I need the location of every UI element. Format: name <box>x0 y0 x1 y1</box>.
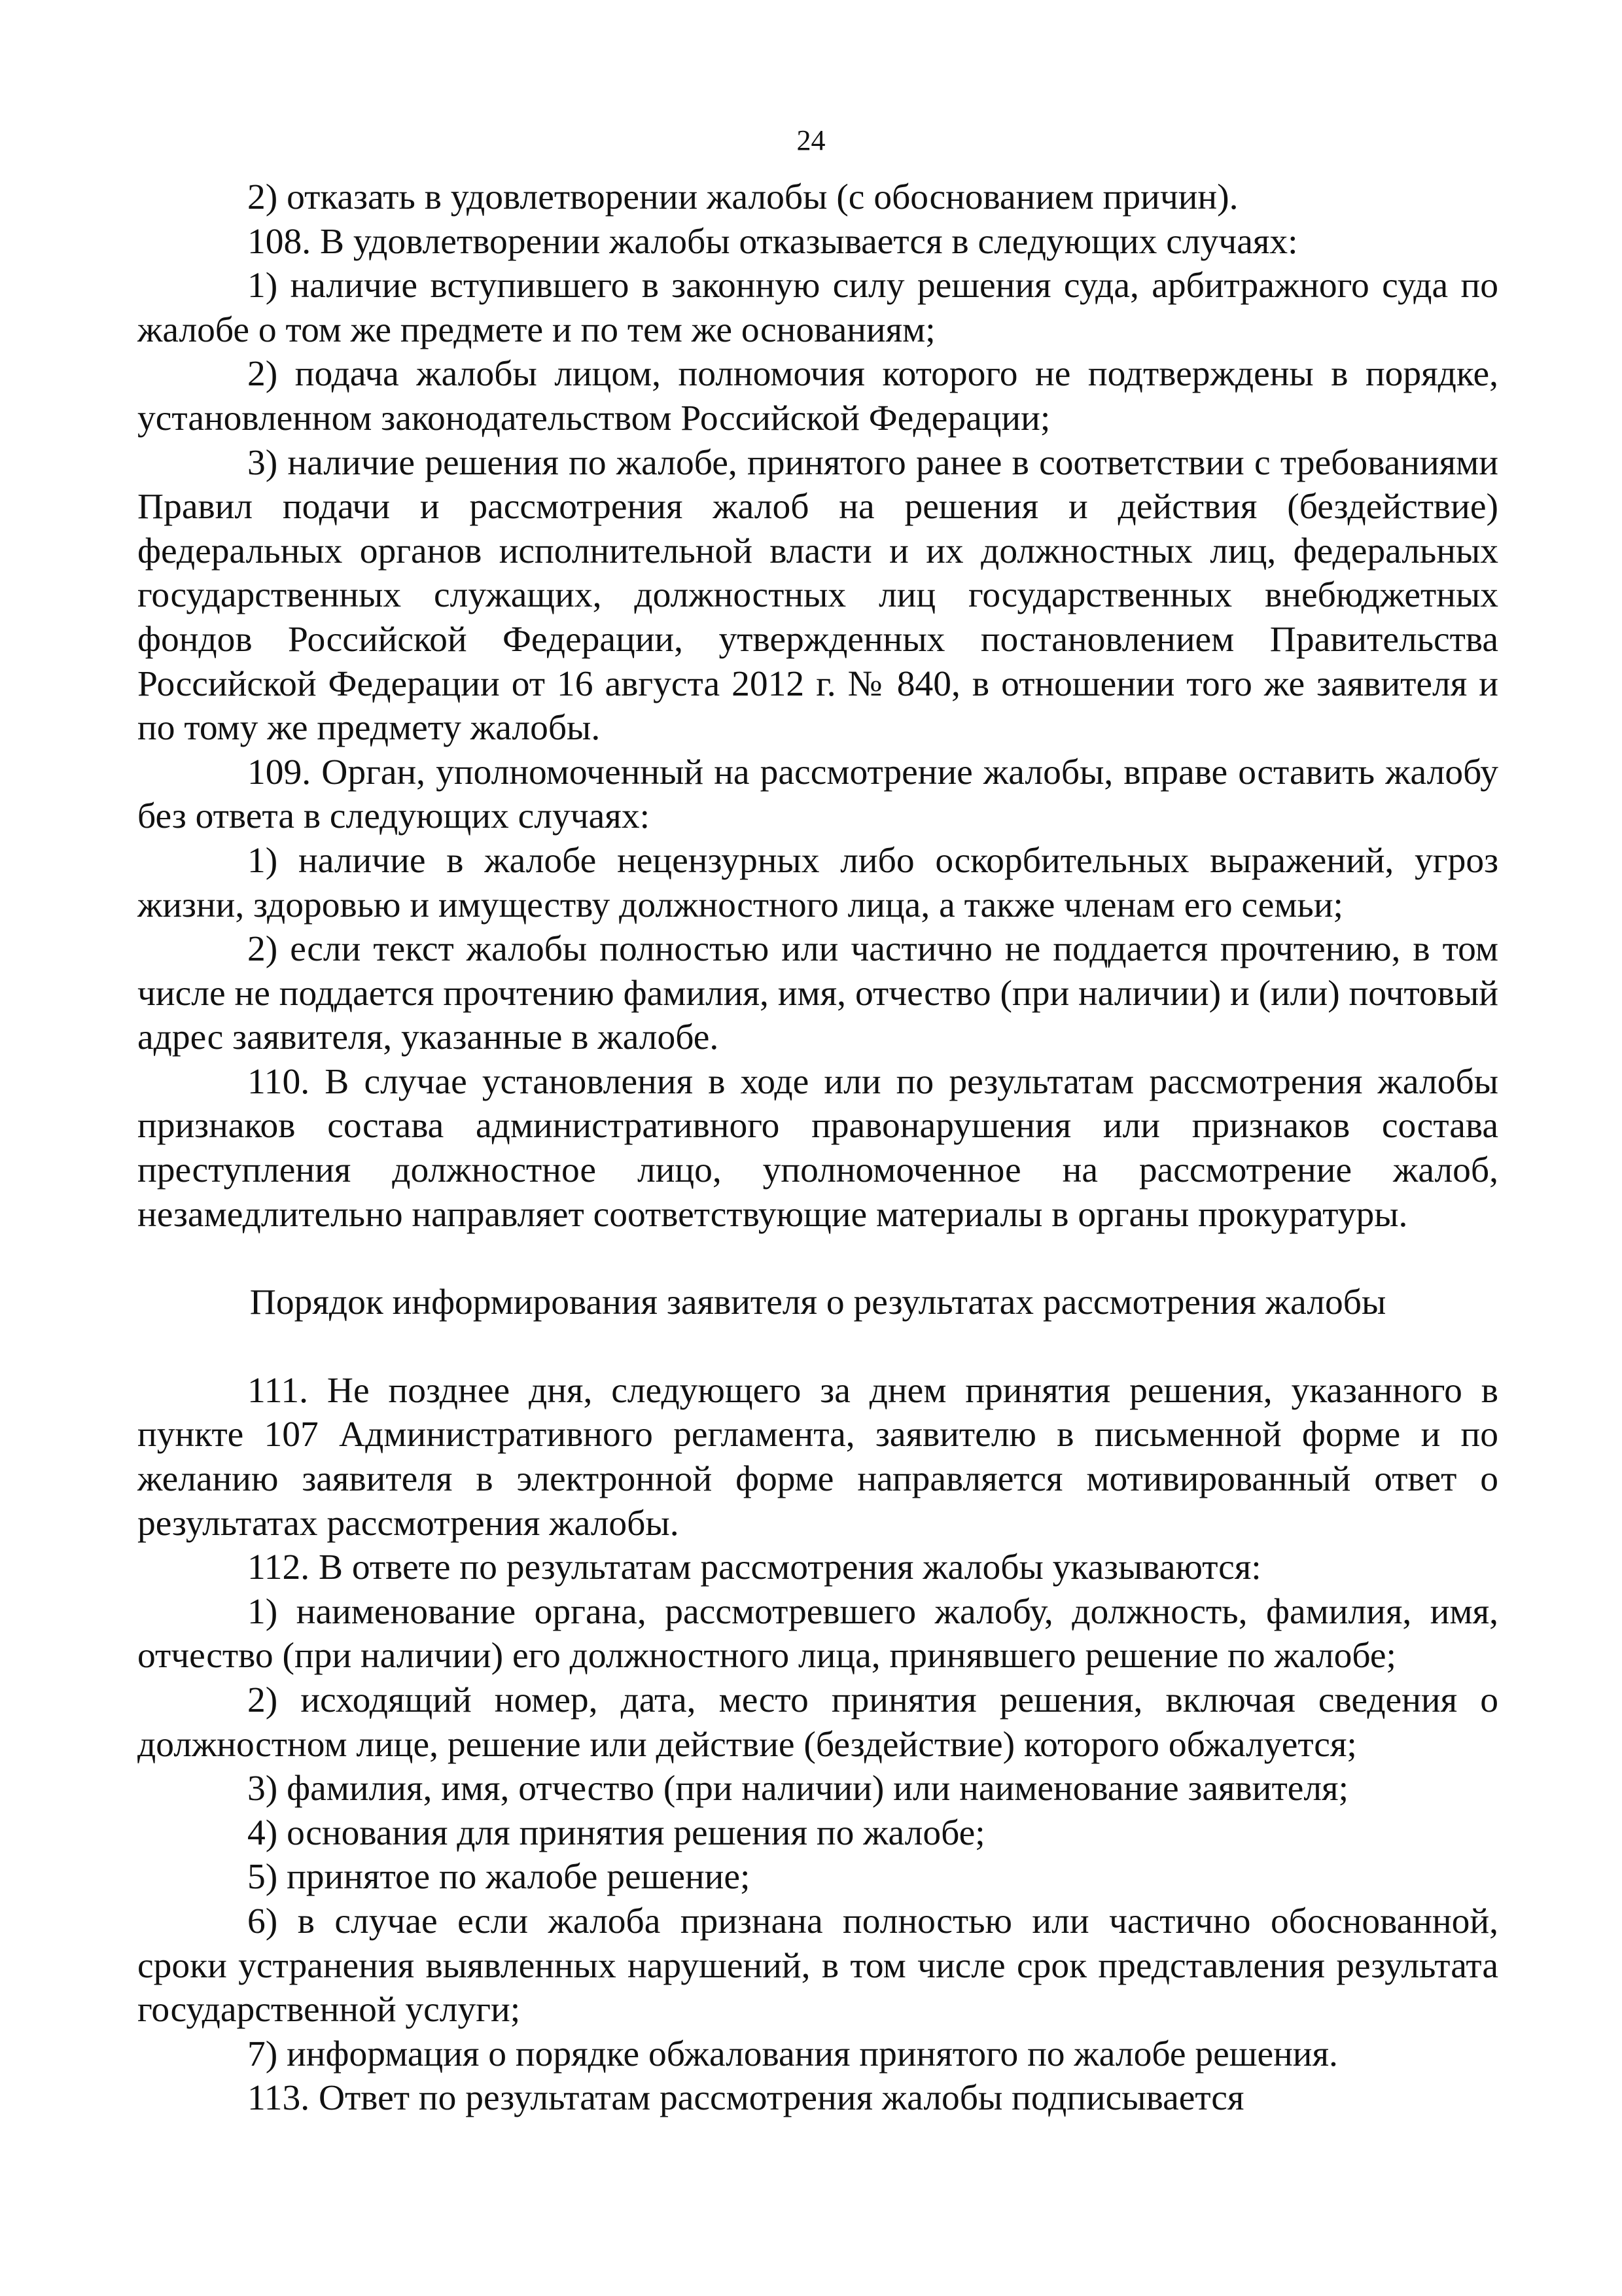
paragraph-112-2: 2) исходящий номер, дата, место принятия решения, включая сведения о должностном лице, решение или действие (бездействие) которого обжалуется; <box>137 1680 1498 1765</box>
paragraph-109-1: 1) наличие в жалобе нецензурных либо оскорбительных выражений, угроз жизни, здоровью и имуществу должностного лица, а также членам его семьи; <box>137 840 1498 925</box>
page-number: 24 <box>796 124 826 156</box>
paragraph-109: 109. Орган, уполномоченный на рассмотрение жалобы, вправе оставить жалобу без ответа в следующих случаях: <box>137 752 1498 837</box>
paragraph-112-5: 5) принятое по жалобе решение; <box>247 1857 750 1898</box>
paragraph-108: 108. В удовлетворении жалобы отказывается в следующих случаях: <box>247 221 1298 262</box>
paragraph-refuse-option: 2) отказать в удовлетворении жалобы (с обоснованием причин). <box>247 177 1239 217</box>
paragraph-113: 113. Ответ по результатам рассмотрения жалобы подписывается <box>247 2078 1244 2119</box>
paragraph-108-1: 1) наличие вступившего в законную силу решения суда, арбитражного суда по жалобе о том же предмете и по тем же основаниям; <box>137 266 1498 350</box>
paragraph-112-6: 6) в случае если жалоба признана полностью или частично обоснованной, сроки устранения выявленных нарушений, в том числе срок представления результата государственной услуги; <box>137 1901 1498 2030</box>
paragraph-112-7: 7) информация о порядке обжалования принятого по жалобе решения. <box>247 2034 1338 2074</box>
paragraph-112: 112. В ответе по результатам рассмотрения жалобы указываются: <box>247 1547 1261 1588</box>
paragraph-110: 110. В случае установления в ходе или по результатам рассмотрения жалобы признаков состава административного правонарушения или признаков состава преступления должностное лицо, уполномоченное на рассмотрение жалоб, незамедлительно направляет соответствующие материалы в органы прокуратуры. <box>137 1061 1498 1235</box>
paragraph-112-1: 1) наименование органа, рассмотревшего жалобу, должность, фамилия, имя, отчество (при наличии) его должностного лица, принявшего решение по жалобе; <box>137 1591 1498 1676</box>
paragraph-112-3: 3) фамилия, имя, отчество (при наличии) или наименование заявителя; <box>247 1769 1349 1809</box>
paragraph-108-2: 2) подача жалобы лицом, полномочия которого не подтверждены в порядке, установленном законодательством Российской Федерации; <box>137 354 1498 438</box>
paragraph-112-4: 4) основания для принятия решения по жалобе; <box>247 1812 985 1853</box>
paragraph-109-2: 2) если текст жалобы полностью или частично не поддается прочтению, в том числе не поддается прочтению фамилия, имя, отчество (при наличии) и (или) почтовый адрес заявителя, указанные в жалобе. <box>137 929 1498 1058</box>
section-heading: Порядок информирования заявителя о результатах рассмотрения жалобы <box>249 1282 1386 1323</box>
paragraph-108-3: 3) наличие решения по жалобе, принятого ранее в соответствии с требованиями Правил подачи и рассмотрения жалоб на решения и действия (бездействие) федеральных органов исполнительной власти и их должностных лиц, федеральных государственных служащих, должностных лиц государственных внебюджетных фондов Российской Федерации, утвержденных постановлением Правительства Российской Федерации от 16 августа 2012 г. № 840, в отношении того же заявителя и по тому же предмету жалобы. <box>137 442 1498 749</box>
paragraph-111: 111. Не позднее дня, следующего за днем принятия решения, указанного в пункте 107 Административного регламента, заявителю в письменной форме и по желанию заявителя в электронной форме направляется мотивированный ответ о результатах рассмотрения жалобы. <box>137 1370 1498 1544</box>
document-body <box>137 175 1498 2121</box>
